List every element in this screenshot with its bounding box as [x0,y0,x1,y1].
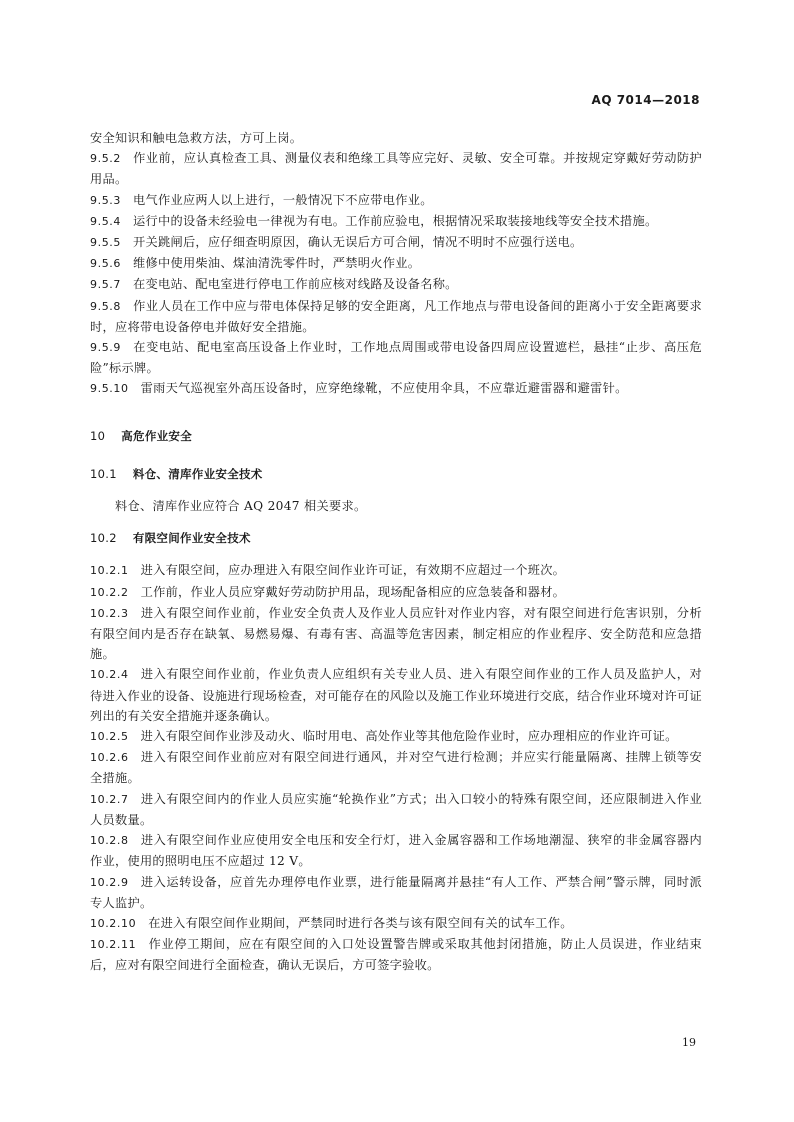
clause-number: 10.2.4 [90,668,129,682]
clause-number: 9.5.8 [90,299,121,313]
clause-paragraph [90,560,702,581]
clause-text: 雷雨天气巡视室外高压设备时，应穿绝缘靴，不应使用伞具，不应靠近避雷器和避雷针。 [140,381,628,396]
clause-text: 进入运转设备，应首先办理停电作业票，进行能量隔离并悬挂“有人工作、严禁合闸”警示牌，同时派专人监护。 [90,874,702,910]
clause-number: 9.5.2 [90,152,121,166]
clause-paragraph [90,830,702,871]
clause-text: 作业停工期间，应在有限空间的入口处设置警告牌或采取其他封闭措施，防止人员误进，作业结束后，应对有限空间进行全面检查，确认无误后，方可签字验收。 [90,937,702,973]
document-code-header: AQ 7014—2018 [591,93,700,107]
clause-paragraph [90,253,702,274]
section-number: 10 [90,428,106,443]
clause-paragraph [90,190,702,211]
clause-text: 运行中的设备未经验电一律视为有电。工作前应验电，根据情况采取装接地线等安全技术措施。 [133,213,658,228]
clause-number: 9.5.3 [90,193,121,207]
clause-number: 9.5.4 [90,214,121,228]
clause-number: 9.5.6 [90,257,121,271]
clause-text: 在变电站、配电室高压设备上作业时，工作地点周围或带电设备四周应设置遮栏，悬挂“止步、高压危险”标示牌。 [90,340,702,376]
clause-text: 进入有限空间，应办理进入有限空间作业许可证，有效期不应超过一个班次。 [140,563,566,578]
clause-number: 9.5.9 [90,341,121,355]
clause-text: 电气作业应两人以上进行，一般情况下不应带电作业。 [133,192,433,207]
clause-paragraph [90,872,702,913]
clause-text: 进入有限空间作业前，作业负责人应组织有关专业人员、进入有限空间作业的工作人员及监护人，对待进入作业的设备、设施进行现场检查，对可能存在的风险以及施工作业环境进行交底，结合作业环境对许可证列出的有关安全措施并逐条确认。 [90,667,702,723]
clause-number: 10.2.5 [90,730,129,744]
section-number: 10.1 [90,466,117,481]
clause-paragraph [90,148,702,189]
clause-text: 进入有限空间内的作业人员应实施“轮换作业”方式；出入口较小的特殊有限空间，还应限制进入作业人员数量。 [90,791,702,827]
clause-paragraph [90,664,702,726]
page-number: 19 [682,1036,696,1049]
continuation-paragraph: 安全知识和触电急救方法，方可上岗。 [90,131,303,145]
section-title: 有限空间作业安全技术 [132,531,251,546]
section-10-heading [90,426,702,446]
clause-number: 9.5.7 [90,278,121,292]
clause-text: 进入有限空间作业应使用安全电压和安全行灯，进入金属容器和工作场地潮湿、狭窄的非金属容器内作业，使用的照明电压不应超过 12 V。 [90,833,702,869]
page-body [90,128,702,976]
clause-paragraph [90,603,702,665]
clause-number: 10.2.9 [90,875,129,889]
clause-number: 9.5.10 [90,382,129,396]
clause-paragraph [90,211,702,232]
section-9-5-list [90,148,702,399]
clause-number: 10.2.2 [90,585,129,599]
section-10-1-heading [90,464,702,484]
section-10-2-heading [90,528,702,548]
section-10-1-text: 料仓、清库作业应符合 AQ 2047 相关要求。 [115,499,367,514]
clause-paragraph [90,337,702,378]
clause-number: 10.2.11 [90,938,137,952]
clause-paragraph [90,934,702,975]
clause-number: 10.2.7 [90,792,129,806]
section-number: 10.2 [90,531,117,546]
clause-number: 9.5.5 [90,236,121,250]
clause-text: 在变电站、配电室进行停电工作前应核对线路及设备名称。 [133,277,458,292]
clause-text: 工作前，作业人员应穿戴好劳动防护用品，现场配备相应的应急装备和器材。 [140,584,566,599]
clause-text: 进入有限空间作业前应对有限空间进行通风，并对空气进行检测；并应实行能量隔离、挂牌上锁等安全措施。 [90,750,702,786]
clause-text: 作业人员在工作中应与带电体保持足够的安全距离，凡工作地点与带电设备间的距离小于安全距离要求时，应将带电设备停电并做好安全措施。 [90,298,702,334]
clause-text: 进入有限空间作业涉及动火、临时用电、高处作业等其他危险作业时，应办理相应的作业许可证。 [140,729,678,744]
clause-text: 在进入有限空间作业期间，严禁同时进行各类与该有限空间有关的试车工作。 [148,915,573,930]
clause-number: 10.2.6 [90,751,129,765]
section-title: 高危作业安全 [121,428,193,443]
clause-text: 作业前，应认真检查工具、测量仪表和绝缘工具等应完好、灵敏、安全可靠。并按规定穿戴好劳动防护用品。 [90,151,702,187]
section-10-2-list [90,560,702,975]
clause-paragraph [90,913,702,934]
clause-number: 10.2.1 [90,564,129,578]
clause-text: 维修中使用柴油、煤油清洗零件时，严禁明火作业。 [133,256,421,271]
clause-text: 开关跳闸后，应仔细查明原因，确认无误后方可合闸，情况不明时不应强行送电。 [133,235,583,250]
clause-paragraph [90,726,702,747]
clause-paragraph [90,747,702,788]
clause-paragraph [90,378,702,399]
clause-paragraph [90,232,702,253]
clause-number: 10.2.8 [90,834,129,848]
clause-paragraph [90,296,702,337]
clause-number: 10.2.3 [90,606,129,620]
clause-text: 进入有限空间作业前，作业安全负责人及作业人员应针对作业内容，对有限空间进行危害识别，分析有限空间内是否存在缺氧、易燃易爆、有毒有害、高温等危害因素，制定相应的作业程序、安全防范和应急措施。 [90,605,702,662]
clause-paragraph [90,274,702,295]
clause-paragraph [90,582,702,603]
section-title: 料仓、清库作业安全技术 [132,466,263,481]
clause-paragraph [90,789,702,830]
clause-number: 10.2.10 [90,916,137,930]
